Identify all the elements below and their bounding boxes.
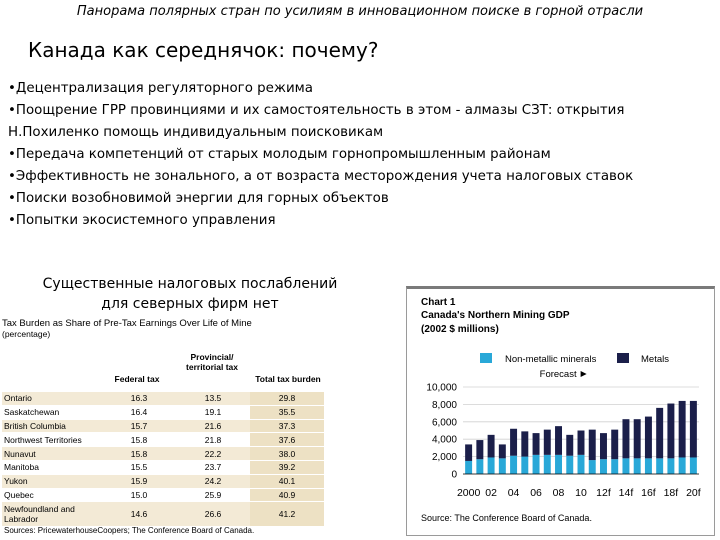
bar-metals (611, 430, 618, 460)
bar-nonmetallic (510, 456, 517, 474)
total-cell: 39.2 (250, 460, 324, 474)
bar-metals (578, 431, 585, 455)
top-banner: Панорама полярных стран по усилиям в инновационном поиске в горной отрасли (76, 4, 644, 19)
province-cell: Saskatchewan (2, 405, 102, 419)
bar-nonmetallic (611, 459, 618, 474)
bar-metals (510, 429, 517, 456)
table-header (2, 352, 324, 394)
bar-nonmetallic (589, 460, 596, 474)
bullet-list (8, 78, 712, 232)
province-cell: Newfoundland and Labrador (2, 502, 102, 527)
subheading-line: Существенные налоговых послаблений (42, 276, 338, 292)
bar-nonmetallic (578, 455, 585, 474)
provincial-cell: 21.6 (176, 419, 250, 433)
provincial-cell: 23.7 (176, 460, 250, 474)
forecast-arrow-icon (581, 371, 587, 377)
bullet-item: •Попытки экосистемного управления (8, 213, 276, 228)
federal-cell: 15.5 (102, 460, 176, 474)
header-provincial (174, 352, 250, 372)
x-tick-label: 08 (552, 487, 565, 499)
total-cell: 41.2 (250, 502, 324, 527)
bar-metals (645, 417, 652, 459)
table-title: Tax Burden as Share of Pre-Tax Earnings Over Life of Mine (2, 318, 252, 329)
table-row (2, 474, 324, 488)
bar-nonmetallic (566, 456, 573, 474)
province-cell: Manitoba (2, 460, 102, 474)
table-source: Sources: PricewaterhouseCoopers; The Conference Board of Canada. (4, 526, 255, 535)
bullet-item: Н.Похиленко помощь индивидуальным поисковикам (8, 125, 384, 140)
bar-metals (667, 404, 674, 459)
province-cell: Quebec (2, 488, 102, 502)
table-row (2, 488, 324, 502)
y-tick-label: 0 (451, 469, 457, 481)
federal-cell: 15.9 (102, 474, 176, 488)
bar-nonmetallic (465, 461, 472, 474)
federal-cell: 15.8 (102, 447, 176, 461)
table-row (2, 502, 324, 527)
x-tick-label: 18f (663, 487, 679, 499)
provincial-cell: 26.6 (176, 502, 250, 527)
x-tick-label: 02 (485, 487, 497, 499)
header-provincial-line: Provincial/ (190, 352, 234, 362)
forecast-label: Forecast (539, 369, 577, 380)
provincial-cell: 25.9 (176, 488, 250, 502)
legend-label-nonmetallic: Non-metallic minerals (505, 354, 597, 365)
table-row (2, 405, 324, 419)
x-tick-label: 10 (575, 487, 587, 499)
bar-nonmetallic (476, 459, 483, 474)
total-cell: 38.0 (250, 447, 324, 461)
chart-title: Canada's Northern Mining GDP (421, 310, 570, 321)
bar-metals (679, 401, 686, 458)
total-cell: 35.5 (250, 405, 324, 419)
bar-metals (533, 433, 540, 455)
bar-nonmetallic (521, 457, 528, 474)
bar-metals (521, 431, 528, 456)
federal-cell: 15.0 (102, 488, 176, 502)
subheading-line: для северных фирм нет (101, 296, 279, 312)
bar-metals (589, 430, 596, 460)
x-tick-label: 20f (686, 487, 701, 499)
header-provincial-line: territorial tax (186, 362, 238, 372)
province-cell: Nunavut (2, 447, 102, 461)
chart-svg (407, 289, 714, 509)
bar-metals (634, 419, 641, 458)
bar-nonmetallic (645, 458, 652, 474)
chart-source: Source: The Conference Board of Canada. (421, 513, 592, 523)
bar-nonmetallic (555, 455, 562, 474)
bar-metals (566, 435, 573, 456)
province-cell: British Columbia (2, 419, 102, 433)
legend-swatch-nonmetallic (480, 353, 492, 363)
tax-burden-table-panel (2, 318, 324, 540)
mining-gdp-chart-panel (406, 286, 715, 536)
header-total: Total tax burden (255, 374, 321, 384)
provincial-cell: 21.8 (176, 433, 250, 447)
y-tick-label: 2,000 (431, 452, 457, 464)
chart-unit: (2002 $ millions) (421, 324, 499, 335)
total-cell: 29.8 (250, 392, 324, 405)
bar-metals (690, 401, 697, 458)
table-subtitle: (percentage) (2, 329, 51, 339)
province-cell: Ontario (2, 392, 102, 405)
bar-nonmetallic (499, 458, 506, 474)
bar-nonmetallic (544, 455, 551, 474)
x-tick-label: 2000 (456, 487, 481, 499)
bar-nonmetallic (634, 458, 641, 474)
bar-nonmetallic (533, 455, 540, 474)
table-row (2, 433, 324, 447)
y-tick-label: 4,000 (431, 434, 457, 446)
table-subheading (20, 274, 360, 314)
federal-cell: 15.7 (102, 419, 176, 433)
y-tick-label: 6,000 (431, 417, 457, 429)
total-cell: 37.6 (250, 433, 324, 447)
y-tick-label: 8,000 (431, 399, 457, 411)
bar-metals (656, 408, 663, 458)
total-cell: 40.1 (250, 474, 324, 488)
province-cell: Yukon (2, 474, 102, 488)
x-tick-label: 14f (618, 487, 634, 499)
table-row (2, 460, 324, 474)
total-cell: 40.9 (250, 488, 324, 502)
total-cell: 37.3 (250, 419, 324, 433)
bar-metals (499, 444, 506, 458)
provincial-cell: 22.2 (176, 447, 250, 461)
bar-metals (600, 433, 607, 459)
legend-swatch-metals (617, 353, 629, 363)
federal-cell: 15.8 (102, 433, 176, 447)
bar-metals (544, 430, 551, 455)
x-tick-label: 16f (641, 487, 656, 499)
provincial-cell: 24.2 (176, 474, 250, 488)
province-cell: Northwest Territories (2, 433, 102, 447)
bar-metals (465, 444, 472, 461)
federal-cell: 16.4 (102, 405, 176, 419)
bullet-item: •Передача компетенций от старых молодым горнопромышленным районам (8, 147, 551, 162)
bar-nonmetallic (690, 457, 697, 474)
bar-nonmetallic (488, 457, 495, 474)
x-tick-label: 06 (530, 487, 542, 499)
header-federal: Federal tax (114, 374, 160, 384)
bar-nonmetallic (622, 458, 629, 474)
bar-metals (488, 435, 495, 458)
legend-label-metals: Metals (641, 354, 669, 365)
bar-nonmetallic (656, 458, 663, 474)
bar-metals (555, 426, 562, 455)
table-row (2, 392, 324, 405)
table-row (2, 447, 324, 461)
bar-metals (476, 440, 483, 459)
bullet-item: •Поиски возобновимой энергии для горных объектов (8, 191, 389, 206)
bullet-item: •Поощрение ГРР провинциями и их самостоятельность в этом - алмазы СЗТ: открытия (8, 103, 625, 118)
x-tick-label: 12f (596, 487, 611, 499)
bullet-item: •Эффективность не зонального, а от возраста месторождения учета налоговых ставок (8, 169, 634, 184)
chart-label: Chart 1 (421, 297, 456, 308)
provincial-cell: 19.1 (176, 405, 250, 419)
table-row (2, 419, 324, 433)
federal-cell: 16.3 (102, 392, 176, 405)
provincial-cell: 13.5 (176, 392, 250, 405)
y-tick-label: 10,000 (426, 382, 457, 394)
tax-table (2, 392, 324, 527)
bullet-item: •Децентрализация регуляторного режима (8, 81, 313, 96)
bar-metals (622, 419, 629, 458)
slide-title: Канада как середнячок: почему? (28, 38, 379, 62)
federal-cell: 14.6 (102, 502, 176, 527)
x-tick-label: 04 (507, 487, 520, 499)
bar-nonmetallic (667, 458, 674, 474)
bar-nonmetallic (679, 457, 686, 474)
bar-nonmetallic (600, 459, 607, 474)
